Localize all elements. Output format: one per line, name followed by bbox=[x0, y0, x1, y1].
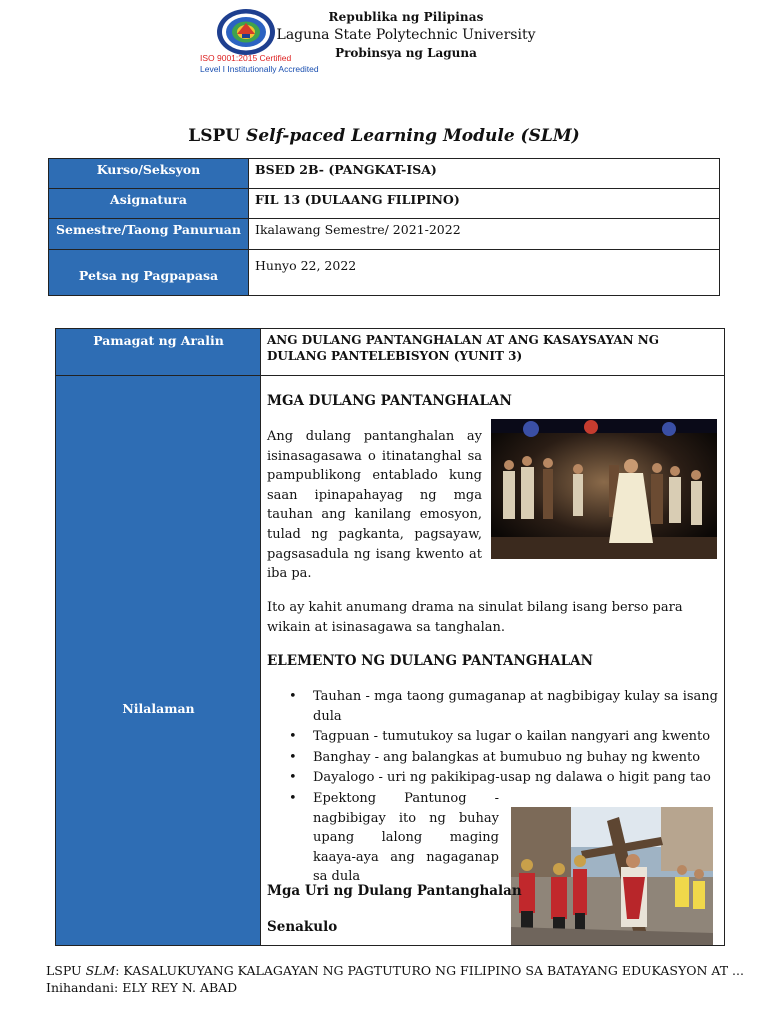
paragraph-definition: Ang dulang pantanghalan ay isinasagasawa o itinatanghal sa pampublikong entablado kung saan ipinapahayag ng mga tauhan ang kanilang emosyon, tulad ng pagkanta, pagsayaw, pagsasadula ng isang kwento at iba pa. bbox=[267, 429, 482, 582]
iso-certification: ISO 9001:2015 Certified bbox=[200, 53, 292, 63]
bullet-icon: • bbox=[289, 689, 297, 704]
value-kurso: BSED 2B- (PANGKAT-ISA) bbox=[249, 159, 720, 189]
lesson-content-table bbox=[55, 328, 725, 946]
label-semestre: Semestre/Taong Panuruan bbox=[49, 219, 249, 250]
bullet-icon: • bbox=[289, 729, 297, 745]
row-asignatura bbox=[49, 189, 720, 219]
list-item: • Banghay - ang balangkas at bumubuo ng buhay ng kwento bbox=[289, 748, 718, 768]
heading-elemento: ELEMENTO NG DULANG PANTANGHALAN bbox=[267, 653, 593, 669]
paragraph-drama: Ito ay kahit anumang drama na sinulat bilang isang berso para wikain at isinasagawa sa tanghalan. bbox=[267, 600, 683, 635]
document-footer bbox=[46, 962, 744, 996]
bullet-icon: • bbox=[289, 790, 297, 806]
heading-senakulo: Senakulo bbox=[267, 919, 338, 935]
heading-mga-dula: MGA DULANG PANTANGHALAN bbox=[267, 393, 512, 409]
row-kurso bbox=[49, 159, 720, 189]
senakulo-street-photo bbox=[511, 807, 713, 945]
heading-mga-uri: Mga Uri ng Dulang Pantanghalan bbox=[267, 883, 522, 899]
bullet-icon: • bbox=[289, 749, 297, 765]
header-line-republic: Republika ng Pilipinas bbox=[328, 10, 484, 24]
document-header bbox=[0, 0, 768, 80]
accreditation-text: Level I Institutionally Accredited bbox=[200, 64, 319, 74]
value-petsa: Hunyo 22, 2022 bbox=[249, 250, 720, 296]
row-semestre bbox=[49, 219, 720, 250]
header-line-university: Laguna State Polytechnic University bbox=[276, 27, 536, 43]
bullet-icon: • bbox=[289, 770, 297, 786]
footer-line-1: LSPU SLM: KASALUKUYANG KALAGAYAN NG PAGTUTURO NG FILIPINO SA BATAYANG EDUKASYON AT ... bbox=[46, 963, 744, 978]
label-kurso: Kurso/Seksyon bbox=[49, 159, 249, 189]
label-column bbox=[56, 329, 261, 945]
list-item: • Tauhan - mga taong gumaganap at nagbibigay kulay sa isang dula bbox=[289, 689, 718, 724]
footer-line-2: Inihandani: ELY REY N. ABAD bbox=[46, 980, 238, 995]
label-asignatura: Asignatura bbox=[49, 189, 249, 219]
value-asignatura: FIL 13 (DULAANG FILIPINO) bbox=[249, 189, 720, 219]
header-line-province: Probinsya ng Laguna bbox=[335, 46, 477, 60]
lesson-title: ANG DULANG PANTANGHALAN AT ANG KASAYSAYAN NG DULANG PANTELEBISYON (YUNIT 3) bbox=[267, 333, 660, 363]
module-title: LSPU Self-paced Learning Module (SLM) bbox=[188, 126, 580, 146]
course-info-table bbox=[48, 158, 720, 296]
row-petsa bbox=[49, 250, 720, 296]
label-petsa: Petsa ng Pagpapasa bbox=[49, 250, 249, 296]
list-item: • Tagpuan - tumutukoy sa lugar o kailan nangyari ang kwento bbox=[289, 727, 718, 747]
stage-play-photo bbox=[491, 419, 717, 559]
row-divider bbox=[56, 375, 724, 376]
value-semestre: Ikalawang Semestre/ 2021-2022 bbox=[249, 219, 720, 250]
label-pamagat: Pamagat ng Aralin bbox=[93, 333, 224, 348]
list-item: • Dayalogo - uri ng pakikipag-usap ng dalawa o higit pang tao bbox=[289, 768, 718, 788]
list-item: • Epektong Pantunog - nagbibigay ito ng buhay upang lalong maging kaaya-aya ang nagaganap sa dula bbox=[289, 790, 499, 885]
label-nilalaman: Nilalaman bbox=[122, 701, 195, 716]
